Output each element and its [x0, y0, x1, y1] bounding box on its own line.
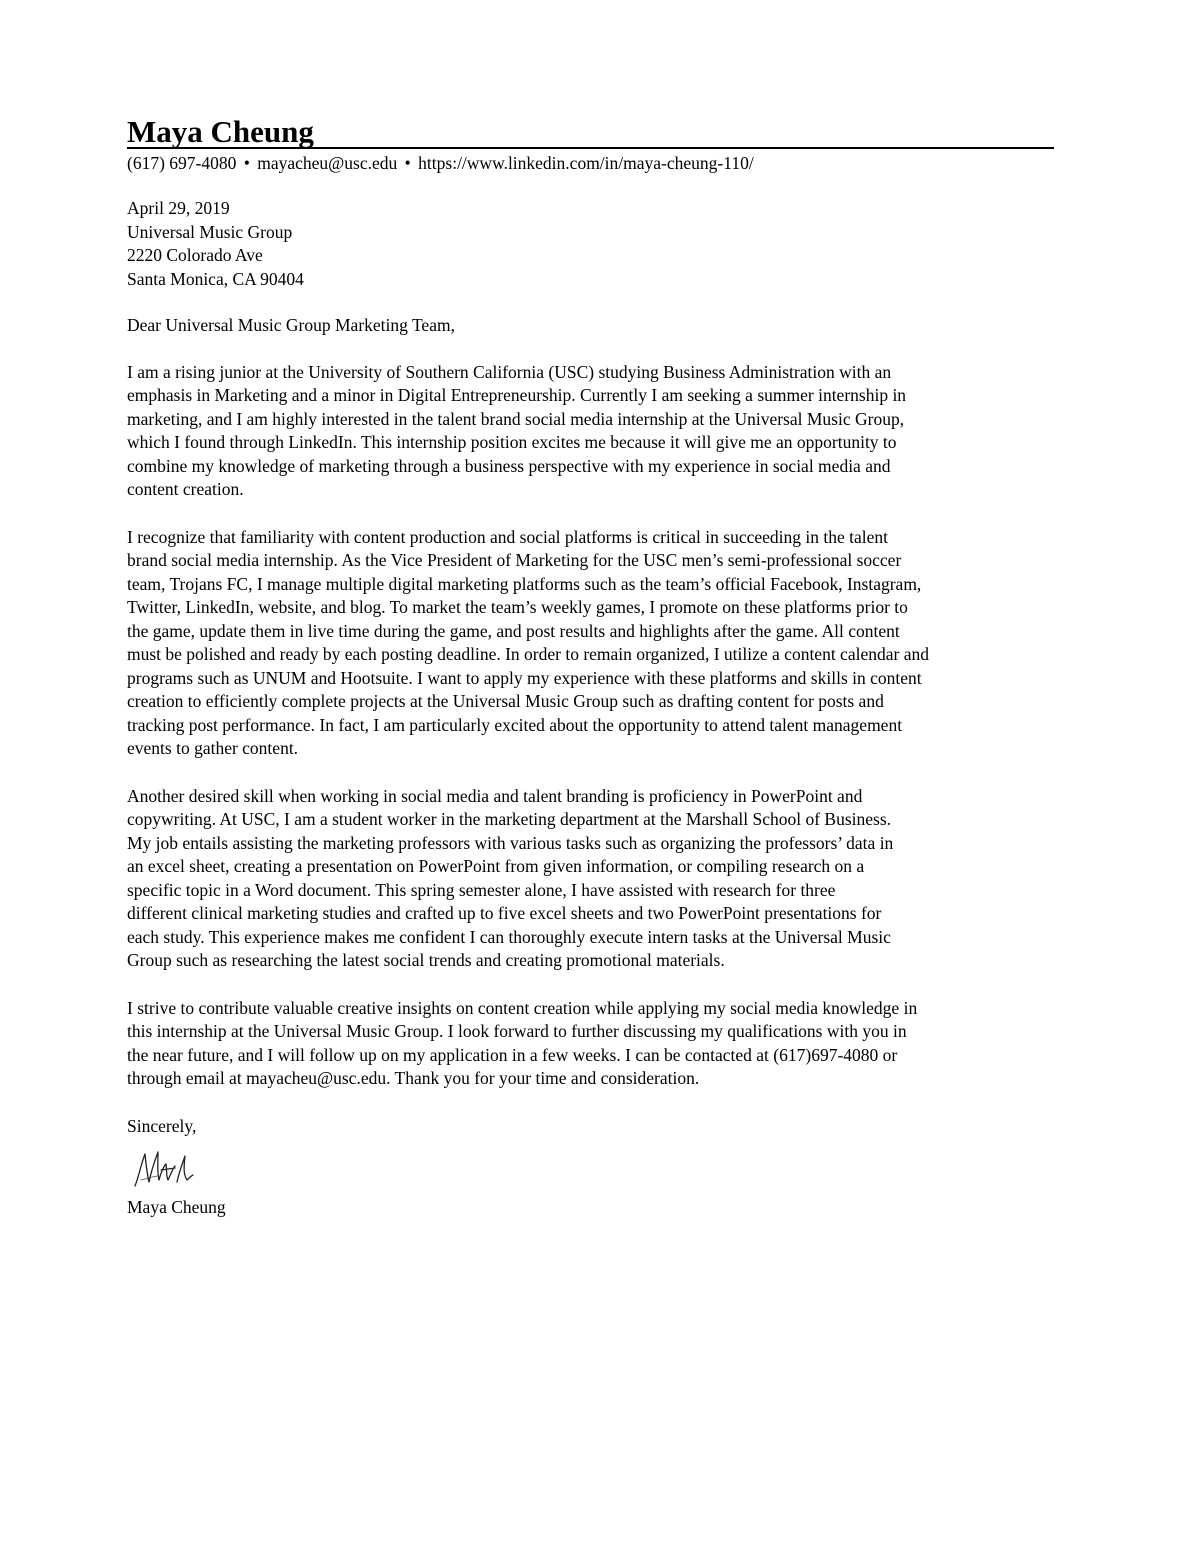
paragraph-line: brand social media internship. As the Vice President of Marketing for the USC men’s semi-professional soccer [127, 550, 902, 570]
paragraph-closing [127, 997, 1077, 1091]
paragraph-skills [127, 785, 1077, 973]
paragraph-line: the game, update them in live time during the game, and post results and highlights after the game. All content [127, 620, 900, 641]
recipient-company: Universal Music Group [127, 221, 293, 242]
paragraph-line: different clinical marketing studies and crafted up to five excel sheets and two PowerPoint presentations for [127, 903, 882, 923]
paragraph-line: My job entails assisting the marketing professors with various tasks such as organizing the professors’ data in [127, 832, 894, 853]
sender-email[interactable]: mayacheu@usc.edu [257, 153, 398, 173]
paragraph-line: Twitter, LinkedIn, website, and blog. To market the team’s weekly games, I promote on these platforms prior to [127, 597, 908, 617]
paragraph-line: the near future, and I will follow up on my application in a few weeks. I can be contacted at (617)697-4080 or [127, 1044, 898, 1065]
paragraph-line: programs such as UNUM and Hootsuite. I want to apply my experience with these platforms and skills in content [127, 667, 922, 688]
sender-name: Maya Cheung [127, 114, 314, 149]
separator-dot: • [404, 153, 411, 173]
paragraph-line: must be polished and ready by each posting deadline. In order to remain organized, I utilize a content calendar and [127, 644, 929, 664]
signature-icon [131, 1146, 195, 1190]
paragraph-line: an excel sheet, creating a presentation on PowerPoint from given information, or compiling research on a [127, 856, 865, 876]
letter-date: April 29, 2019 [127, 198, 230, 218]
paragraph-line: emphasis in Marketing and a minor in Digital Entrepreneurship. Currently I am seeking a summer internship in [127, 385, 907, 405]
paragraph-intro [127, 361, 1077, 502]
paragraph-line: team, Trojans FC, I manage multiple digital marketing platforms such as the team’s official Facebook, Instagram, [127, 573, 922, 594]
recipient-block [127, 197, 1077, 291]
separator-dot: • [243, 153, 250, 173]
paragraph-line: specific topic in a Word document. This spring semester alone, I have assisted with research for three [127, 879, 836, 900]
recipient-city: Santa Monica, CA 90404 [127, 268, 304, 289]
header-divider [127, 147, 1054, 149]
paragraph-line: through email at mayacheu@usc.edu. Thank you for your time and consideration. [127, 1068, 700, 1088]
paragraph-line: events to gather content. [127, 738, 299, 758]
paragraph-line: I recognize that familiarity with content production and social platforms is critical in succeeding in the talent [127, 526, 889, 547]
paragraph-line: copywriting. At USC, I am a student worker in the marketing department at the Marshall School of Business. [127, 809, 892, 829]
paragraph-line: Group such as researching the latest social trends and creating promotional materials. [127, 950, 725, 970]
salutation: Dear Universal Music Group Marketing Team, [127, 315, 455, 335]
paragraph-line: each study. This experience makes me confident I can thoroughly execute intern tasks at the Universal Music [127, 926, 891, 947]
recipient-street: 2220 Colorado Ave [127, 245, 263, 265]
signer-name: Maya Cheung [127, 1197, 226, 1217]
paragraph-line: creation to efficiently complete projects at the Universal Music Group such as drafting content for posts and [127, 691, 884, 711]
paragraph-line: marketing, and I am highly interested in the talent brand social media internship at the Universal Music Group, [127, 408, 905, 429]
paragraph-line: which I found through LinkedIn. This internship position excites me because it will give me an opportunity to [127, 432, 897, 452]
paragraph-line: tracking post performance. In fact, I am particularly excited about the opportunity to attend talent management [127, 714, 903, 735]
paragraph-line: Another desired skill when working in social media and talent branding is proficiency in PowerPoint and [127, 785, 863, 806]
paragraph-line: content creation. [127, 479, 244, 499]
closing-phrase: Sincerely, [127, 1115, 197, 1136]
sender-phone: (617) 697-4080 [127, 153, 237, 173]
sender-linkedin[interactable]: https://www.linkedin.com/in/maya-cheung-110/ [418, 153, 754, 173]
paragraph-experience [127, 526, 1077, 761]
letter-body [127, 197, 1077, 1220]
paragraph-line: combine my knowledge of marketing through a business perspective with my experience in social media and [127, 455, 891, 476]
paragraph-line: this internship at the Universal Music Group. I look forward to further discussing my qualifications with you in [127, 1021, 907, 1041]
paragraph-line: I strive to contribute valuable creative insights on content creation while applying my social media knowledge in [127, 997, 918, 1018]
paragraph-line: I am a rising junior at the University of Southern California (USC) studying Business Administration with an [127, 361, 892, 382]
contact-line [127, 151, 754, 175]
